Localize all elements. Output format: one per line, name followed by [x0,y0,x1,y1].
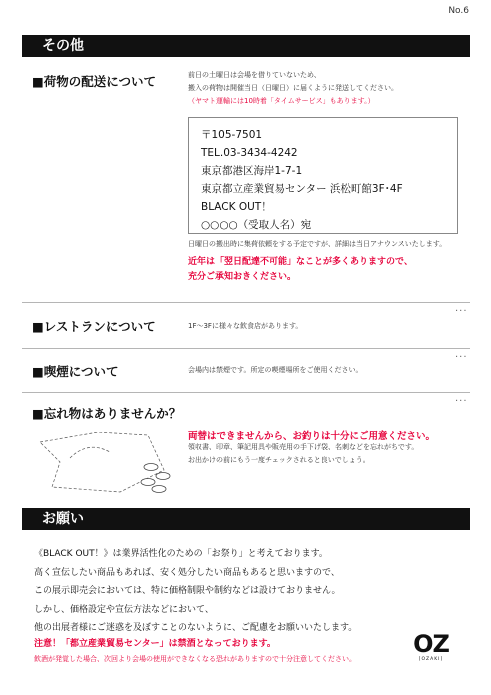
delivery-warning: 近年は「翌日配達不可能」なことが多くありますので、 充分ご承知おきください。 [188,257,413,282]
delivery-title: ■荷物の配送について [32,74,157,89]
section-heading-other: その他 [22,35,470,57]
divider [22,302,470,303]
section-heading-request: お願い [22,508,470,530]
address-lines: 〒105-7501 TEL.03-3434-4242 東京都港区海岸1-7-1 東京都立産業貿易センター 浜松町館3F･4F BLACK OUT！ ○○○○（受取人名）宛 [201,129,403,231]
delivery-intro: 前日の土曜日は会場を借りていないため、 搬入の荷物は開催当日（日曜日）に届くように発送してください。 （ヤマト運輸には10時着「タイムサービス」もあります。） [188,71,398,105]
dots-icon: ··· [455,352,468,363]
request-note: 飲酒が発覚した場合、次回より会場の使用ができなくなる恐れがありますので十分注意してください。 [34,655,356,663]
restaurant-text: 1F～3Fに様々な飲食店があります。 [188,322,303,330]
smoking-text: 会場内は禁煙です。所定の喫煙場所をご使用ください。 [188,366,363,374]
request-body: 《BLACK OUT！》は業界活性化のための「お祭り」と考えております。 高く宣伝したい商品もあれば、安く処分したい商品もあると思いますので、 この展示即売会においては、特に価格制限や制約などは設けておりません。 しかし、価格設定や宣伝方法などにおいて、 他の出展者様にご迷惑を及ぼすことのないように、ご配慮をお願いいたします。 [34,549,358,633]
dots-icon: ··· [455,396,468,407]
divider [22,348,470,349]
divider [22,392,470,393]
dots-icon: ··· [455,306,468,317]
lost-warning: 両替はできませんから、お釣りは十分にご用意ください。 [188,431,436,442]
smoking-title: ■喫煙について [32,364,119,379]
restaurant-title: ■レストランについて [32,319,156,334]
lost-text: 領収書、印章、筆記用具や販売用の手下げ袋、名刺などを忘れがちです。 お出かけの前にもう一度チェックされると良いでしょう。 [188,443,419,464]
oz-logo: OZ [OZAKI] [413,630,449,662]
delivery-outro: 日曜日の搬出時に集荷依頼をする予定ですが、詳細は当日アナウンスいたします。 [188,240,447,248]
request-warning: 注意！「都立産業貿易センター」は禁酒となっております。 [34,639,276,649]
lost-title: ■忘れ物はありませんか？ [32,406,182,421]
page-number: No.6 [448,6,469,16]
bag-and-coins-illustration [38,432,178,502]
